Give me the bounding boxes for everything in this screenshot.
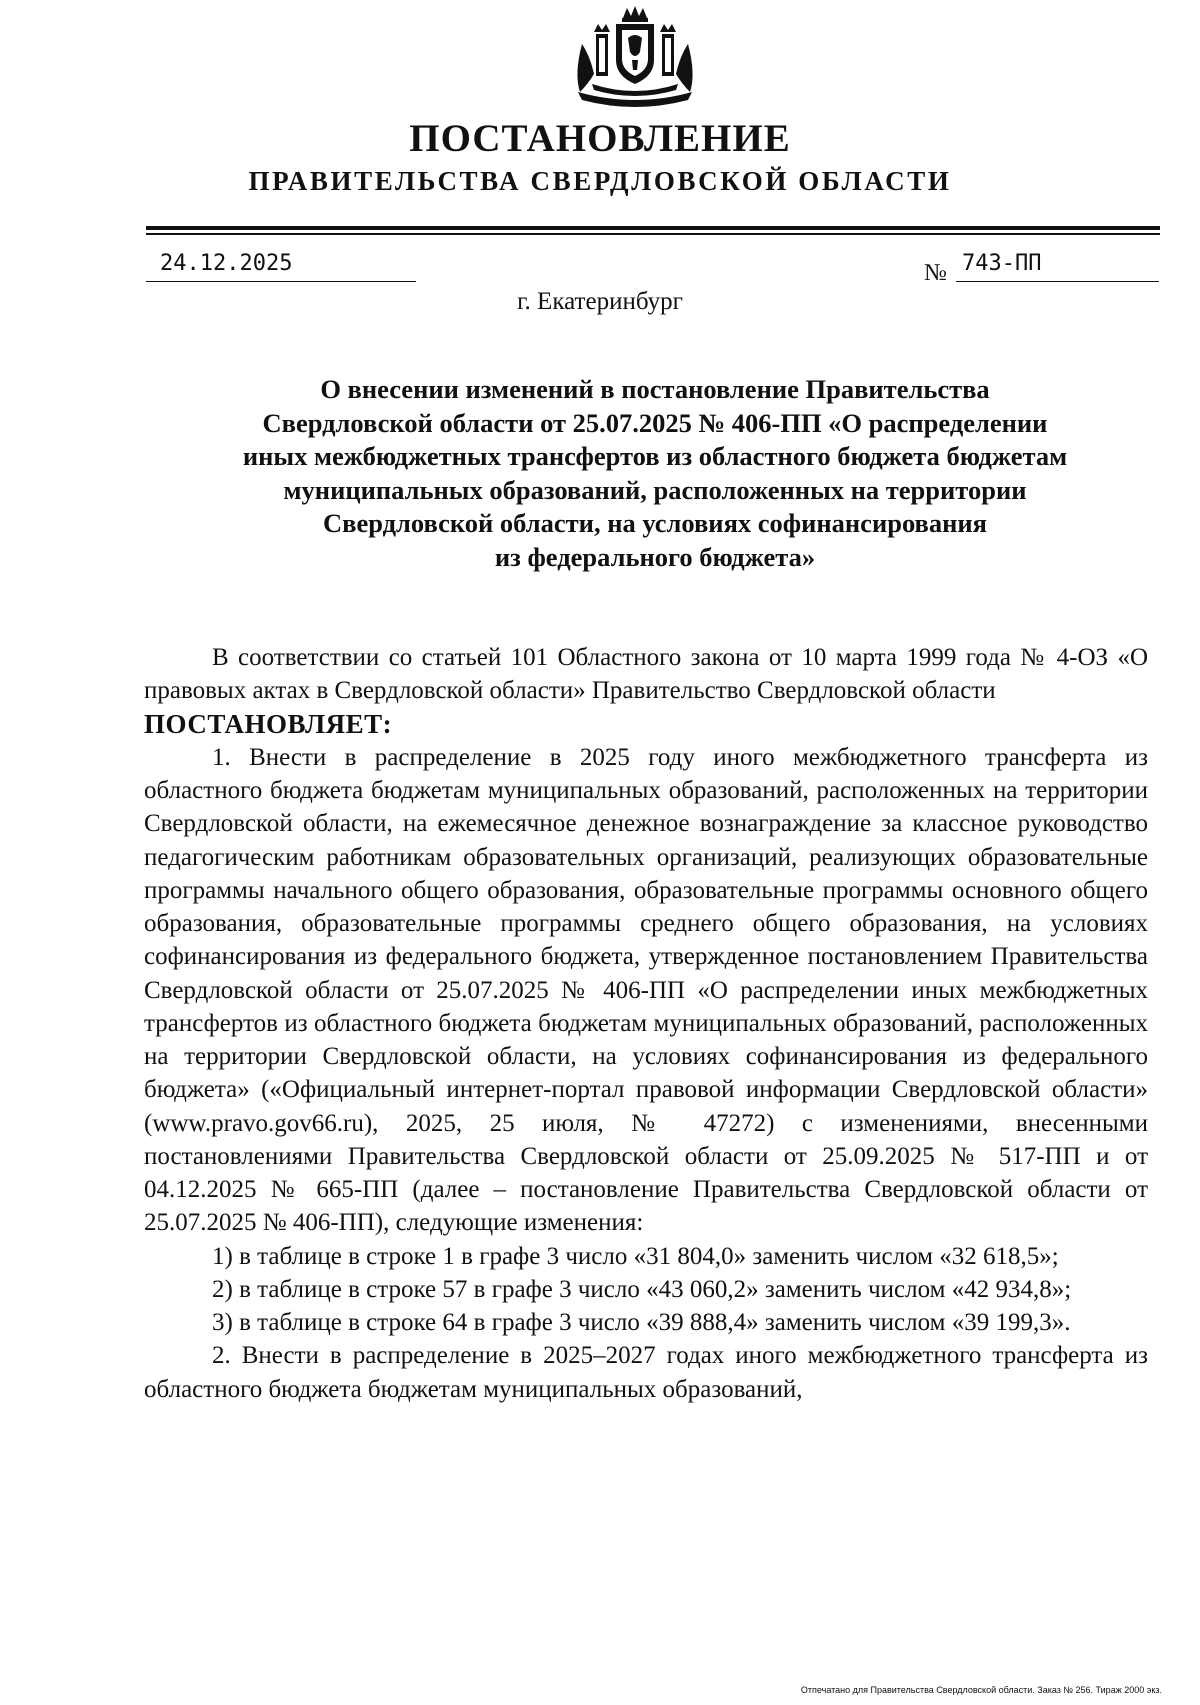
heading-line: муниципальных образований, расположенных на территории <box>283 474 1027 505</box>
coat-of-arms-icon <box>560 4 710 114</box>
document-subtitle: ПРАВИТЕЛЬСТВА СВЕРДЛОВСКОЙ ОБЛАСТИ <box>248 166 952 196</box>
print-footer-note: Отпечатано для Правительства Свердловской области. Заказ № 256. Тираж 2000 экз. <box>800 1685 1162 1695</box>
heading-line: иных межбюджетных трансфертов из областного бюджета бюджетам <box>242 441 1068 472</box>
header-divider-thick <box>146 226 1160 230</box>
heading-line: из федерального бюджета» <box>494 541 816 572</box>
body-paragraph: 1) в таблице в строке 1 в графе 3 число «31 804,0» заменить числом «32 618,5»; <box>212 1242 1059 1270</box>
heading-line: Свердловской области, на условиях софинансирования <box>323 508 987 539</box>
heading-line: Свердловской области от 25.07.2025 № 406-ПП «О распределении <box>262 407 1048 438</box>
body-paragraph: 2) в таблице в строке 57 в графе 3 число «43 060,2» заменить числом «42 934,8»; <box>212 1275 1072 1303</box>
header-divider-thin <box>146 233 1160 235</box>
document-number: 743-ПП <box>962 251 1042 276</box>
document-body <box>144 641 1148 1406</box>
heading-line: О внесении изменений в постановление Правительства <box>320 374 990 404</box>
decree-word: ПОСТАНОВЛЯЕТ: <box>144 708 393 739</box>
document-heading <box>150 373 1160 575</box>
document-number-field <box>956 249 1159 282</box>
body-paragraph: 1. Внести в распределение в 2025 году иного межбюджетного трансферта из областного бюджета бюджетам муниципальных образований, расположенных на территории Свердловской области, на ежемесячное денежное вознаграждение за классное руководство педагогическим работникам образовательных организаций, реализующих образовательные программы начального общего образования, образовательные программы основного общего образования, образовательные программы среднего общего образования, на условиях софинансирования из федерального бюджета, утвержденное постановлением Правительства Свердловской области от 25.07.2025 № 406-ПП «О распределении иных межбюджетных трансфертов из областного бюджета бюджетам муниципальных образований, расположенных на территории Свердловской области, на условиях софинансирования из федерального бюджета» («Официальный интернет-портал правовой информации Свердловской области» (www.pravo.gov66.ru), 2025, 25 июля, № 47272) с изменениями, внесенными постановлениями Правительства Свердловской области от 25.09.2025 № 517-ПП и от 04.12.2025 № 665-ПП (далее – постановление Правительства Свердловской области от 25.07.2025 № 406-ПП), следующие изменения: <box>144 743 1148 1237</box>
document-city: г. Екатеринбург <box>517 288 683 315</box>
body-paragraph: 2. Внести в распределение в 2025–2027 годах иного межбюджетного трансферта из областного бюджета бюджетам муниципальных образований, <box>144 1342 1148 1403</box>
preamble-paragraph: В соответствии со статьей 101 Областного закона от 10 марта 1999 года № 4-ОЗ «О правовых актах в Свердловской области» Правительство Свердловской области <box>144 644 1148 705</box>
document-number-label: № <box>924 260 947 286</box>
body-paragraph: 3) в таблице в строке 64 в графе 3 число «39 888,4» заменить числом «39 199,3». <box>212 1309 1071 1336</box>
document-date: 24.12.2025 <box>160 251 293 276</box>
document-title: ПОСТАНОВЛЕНИЕ <box>409 117 791 160</box>
document-date-field <box>146 249 416 282</box>
